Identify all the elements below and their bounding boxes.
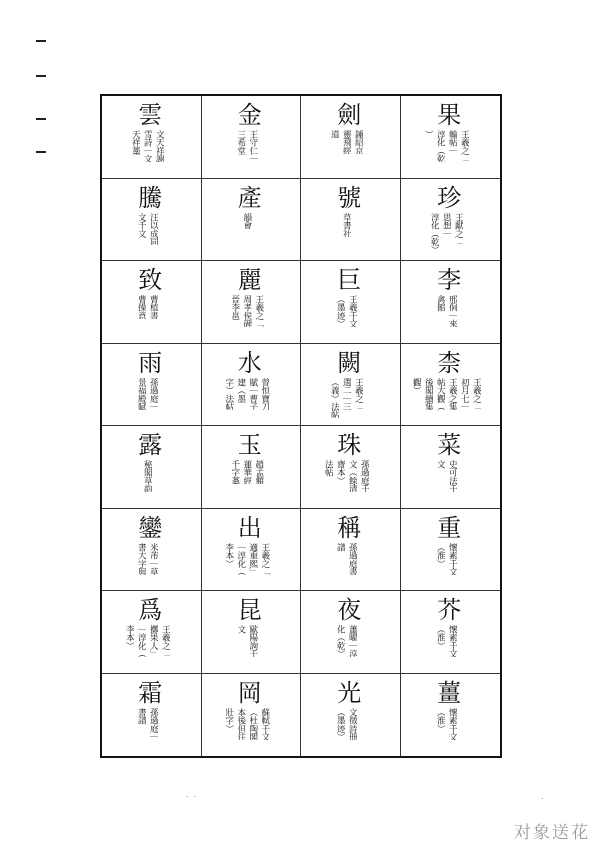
headword: 致 bbox=[138, 266, 165, 294]
source-note-line: 曹操意 bbox=[136, 295, 147, 320]
headword: 李 bbox=[437, 266, 464, 294]
source-note-line: 鍾紹京 bbox=[353, 130, 364, 155]
headword: 夜 bbox=[337, 596, 364, 624]
headword: 爲 bbox=[138, 596, 165, 624]
table-cell bbox=[401, 344, 501, 427]
table-cell bbox=[401, 261, 501, 344]
source-note-line: 靈飛經 bbox=[341, 130, 352, 155]
source-notes bbox=[301, 543, 392, 575]
table-cell bbox=[202, 179, 302, 262]
source-notes bbox=[301, 295, 392, 327]
table-cell bbox=[102, 344, 202, 427]
source-note-line: 蓮華經 bbox=[241, 460, 252, 485]
headword: 薑 bbox=[437, 678, 464, 707]
source-note-line: 文（餘清 bbox=[347, 460, 358, 493]
headword: 昆 bbox=[237, 596, 264, 624]
calligraphy-index-table bbox=[100, 94, 502, 758]
headword: 水 bbox=[237, 348, 264, 377]
headword: 金 bbox=[237, 101, 264, 129]
source-notes bbox=[202, 625, 293, 657]
table-cell bbox=[102, 426, 202, 509]
table-cell bbox=[102, 509, 202, 592]
headword: 劍 bbox=[337, 101, 364, 129]
source-note-line: 景福殿賦 bbox=[136, 377, 147, 410]
table-cell bbox=[102, 179, 202, 262]
table-cell bbox=[401, 591, 501, 674]
margin-tick bbox=[36, 151, 46, 153]
margin-tick bbox=[36, 40, 46, 42]
source-notes bbox=[102, 378, 193, 410]
source-note-line: 曹植書 bbox=[148, 295, 159, 320]
source-note-line: 歐陽詢千 bbox=[247, 625, 258, 658]
source-notes bbox=[401, 295, 493, 327]
source-note-line: 李本） bbox=[223, 542, 234, 567]
source-note-line: 孫過庭｜ bbox=[148, 377, 159, 410]
source-note-line: 邢侗｜來 bbox=[447, 295, 458, 328]
headword: 果 bbox=[437, 101, 464, 129]
headword: 麗 bbox=[237, 266, 264, 294]
source-notes bbox=[202, 130, 293, 162]
source-note-line: 文千文 bbox=[136, 212, 147, 237]
source-note-line: 選二｜三 bbox=[341, 377, 352, 410]
source-note-line: 譜 bbox=[335, 542, 346, 551]
headword: 玉 bbox=[237, 431, 264, 459]
source-note-line: 懷素千文 bbox=[447, 542, 458, 575]
source-notes bbox=[202, 213, 293, 229]
margin-tick bbox=[36, 118, 46, 120]
source-note-line: 蕭曜｜淳 bbox=[347, 625, 358, 658]
watermark: 对象送花 bbox=[514, 823, 590, 843]
source-notes bbox=[401, 130, 493, 162]
table-cell bbox=[102, 96, 202, 179]
source-note-line: ｜淳化（ bbox=[136, 625, 147, 658]
source-notes bbox=[401, 625, 493, 657]
source-note-line: 孫過庭千 bbox=[359, 460, 370, 493]
source-note-line: 王羲之「 bbox=[259, 542, 270, 575]
source-note-line: 文 bbox=[435, 460, 446, 469]
headword: 重 bbox=[437, 513, 464, 542]
source-notes bbox=[301, 130, 392, 154]
source-notes bbox=[102, 460, 193, 492]
source-notes bbox=[401, 460, 493, 492]
source-note-line: （杜陶閣 bbox=[247, 707, 258, 740]
headword: 號 bbox=[337, 183, 364, 212]
source-note-line: （淮） bbox=[435, 625, 446, 650]
headword: 出 bbox=[237, 513, 264, 542]
source-note-line: 適重熙」 bbox=[247, 542, 258, 575]
headword: 騰 bbox=[138, 183, 165, 212]
table-cell bbox=[401, 426, 501, 509]
source-notes bbox=[301, 460, 392, 492]
source-note-line: （淮） bbox=[435, 707, 446, 732]
source-note-line: 壯字） bbox=[223, 707, 234, 732]
source-note-line: 王守仁｜ bbox=[247, 130, 258, 163]
source-note-line: 文天祥謝 bbox=[154, 130, 165, 163]
headword: 柰 bbox=[437, 348, 464, 377]
source-note-line: 千字藁 bbox=[229, 460, 240, 485]
table-cell bbox=[102, 674, 202, 757]
source-notes bbox=[401, 708, 493, 740]
table-cell bbox=[301, 509, 401, 592]
headword: 鑾 bbox=[138, 513, 165, 542]
source-note-line: 晉李邕 bbox=[229, 295, 240, 320]
source-note-line: 建（墨 bbox=[235, 377, 246, 402]
source-note-line: 王羲之「 bbox=[459, 130, 470, 163]
source-note-line: 本後但往 bbox=[235, 707, 246, 740]
source-note-line: 後閣續集 bbox=[423, 377, 434, 410]
source-note-line: 文徵詩冊 bbox=[347, 707, 358, 740]
source-note-line: 韻會 bbox=[241, 212, 252, 229]
source-note-line: 懷素千文 bbox=[447, 707, 458, 740]
source-note-line: 王羲之「 bbox=[160, 625, 171, 658]
source-note-line: ） bbox=[423, 130, 434, 139]
headword: 珠 bbox=[337, 431, 364, 459]
table-cell bbox=[202, 344, 302, 427]
source-note-line: 輸帖｜ bbox=[447, 130, 458, 155]
source-notes bbox=[202, 295, 293, 327]
source-notes bbox=[301, 378, 392, 419]
table-cell bbox=[301, 179, 401, 262]
source-notes bbox=[102, 213, 193, 245]
source-note-line: 帖大觀（ bbox=[435, 377, 446, 410]
source-notes bbox=[202, 708, 293, 740]
source-note-line: （墨迹） bbox=[335, 707, 346, 740]
source-note-line: 字）法帖 bbox=[223, 377, 234, 410]
table-cell bbox=[401, 509, 501, 592]
source-notes bbox=[102, 543, 193, 575]
source-note-line: 曾恒寶刀 bbox=[259, 377, 270, 410]
source-note-line: 汪以成同 bbox=[148, 212, 159, 245]
table-cell bbox=[301, 261, 401, 344]
source-notes bbox=[102, 295, 193, 319]
source-notes bbox=[202, 543, 293, 575]
source-note-line: 文 bbox=[235, 625, 246, 634]
source-note-line: 三希堂 bbox=[235, 130, 246, 155]
table-cell bbox=[202, 674, 302, 757]
source-note-line: 淳化（乾 bbox=[435, 130, 446, 163]
source-note-line: 道 bbox=[329, 130, 340, 139]
source-note-line: 趙孟頫 bbox=[253, 460, 264, 485]
table-cell bbox=[401, 674, 501, 757]
source-notes bbox=[102, 708, 193, 740]
table-cell bbox=[202, 426, 302, 509]
headword: 稱 bbox=[337, 513, 364, 542]
headword: 露 bbox=[138, 431, 165, 459]
source-note-line: 賦｜曹子 bbox=[247, 377, 258, 410]
table-cell bbox=[401, 96, 501, 179]
source-note-line: 天祥藁 bbox=[130, 130, 141, 155]
source-note-line: 王羲之「 bbox=[353, 377, 364, 410]
source-note-line: 書譜 bbox=[136, 707, 147, 724]
source-note-line: （淮） bbox=[435, 542, 446, 567]
source-notes bbox=[301, 708, 392, 740]
source-note-line: 孫過庭｜ bbox=[148, 707, 159, 740]
source-note-line: 擲果人」 bbox=[148, 625, 159, 658]
source-note-line: 王羲之「 bbox=[253, 295, 264, 328]
headword: 岡 bbox=[237, 678, 264, 707]
source-notes bbox=[301, 213, 392, 237]
headword: 光 bbox=[337, 678, 364, 707]
headword: 闕 bbox=[337, 348, 364, 377]
source-note-line: 化（乾） bbox=[335, 625, 346, 658]
source-note-line: 秘閣草韵 bbox=[142, 460, 153, 493]
table-cell bbox=[301, 344, 401, 427]
source-note-line: 孫過庭書 bbox=[347, 542, 358, 575]
source-note-line: 草書社 bbox=[341, 212, 352, 237]
headword: 菜 bbox=[437, 431, 464, 459]
table-cell bbox=[102, 591, 202, 674]
margin-tick bbox=[36, 75, 46, 77]
table-cell bbox=[301, 591, 401, 674]
source-notes bbox=[202, 460, 293, 484]
source-notes bbox=[202, 378, 293, 410]
headword: 巨 bbox=[337, 266, 364, 294]
source-note-line: 法帖 bbox=[323, 460, 334, 477]
source-notes bbox=[301, 625, 392, 657]
scan-speck: ˙ ˙ bbox=[185, 796, 197, 806]
source-note-line: 史可法千 bbox=[447, 460, 458, 493]
table-cell bbox=[202, 591, 302, 674]
headword: 霜 bbox=[138, 678, 165, 707]
source-note-line: 周孝侯碑 bbox=[241, 295, 252, 328]
source-notes bbox=[102, 130, 193, 162]
source-note-line: 王羲之集 bbox=[447, 377, 458, 410]
source-note-line: 觀） bbox=[411, 377, 422, 394]
headword: 產 bbox=[237, 183, 264, 212]
source-note-line: 王羲之「 bbox=[471, 377, 482, 410]
source-note-line: 王獻之「 bbox=[453, 212, 464, 245]
headword: 雨 bbox=[138, 348, 165, 377]
source-notes bbox=[401, 213, 493, 254]
source-notes bbox=[401, 378, 493, 410]
source-note-line: （義）法帖 bbox=[329, 377, 340, 418]
source-note-line: 雪詩｜文 bbox=[142, 130, 153, 163]
table-cell bbox=[301, 674, 401, 757]
source-note-line: 蘇軾千文 bbox=[259, 707, 270, 740]
source-note-line: 李本） bbox=[124, 625, 135, 650]
source-note-line: 米芾｜草 bbox=[148, 542, 159, 575]
source-note-line: 初月七｜ bbox=[459, 377, 470, 410]
headword: 雲 bbox=[138, 101, 165, 129]
table-cell bbox=[301, 96, 401, 179]
table-cell bbox=[202, 96, 302, 179]
table-cell bbox=[401, 179, 501, 262]
source-note-line: 王羲千文 bbox=[347, 295, 358, 328]
source-note-line: 齋本） bbox=[335, 460, 346, 485]
source-notes bbox=[401, 543, 493, 575]
source-note-line: 書大字與 bbox=[136, 542, 147, 575]
source-note-line: 禽館 bbox=[435, 295, 446, 312]
source-note-line: 懷素千文 bbox=[447, 625, 458, 658]
table-cell bbox=[202, 509, 302, 592]
table-cell bbox=[301, 426, 401, 509]
source-note-line: ｜淳化（ bbox=[235, 542, 246, 575]
scan-speck: ˙ bbox=[540, 798, 545, 808]
source-note-line: 思想｜ bbox=[441, 212, 452, 237]
source-note-line: （墨迹） bbox=[335, 295, 346, 328]
source-note-line: 淳化（乾） bbox=[429, 212, 440, 253]
table-cell bbox=[102, 261, 202, 344]
headword: 珍 bbox=[437, 183, 464, 212]
table-cell bbox=[202, 261, 302, 344]
source-notes bbox=[102, 625, 193, 657]
headword: 芥 bbox=[437, 596, 464, 624]
